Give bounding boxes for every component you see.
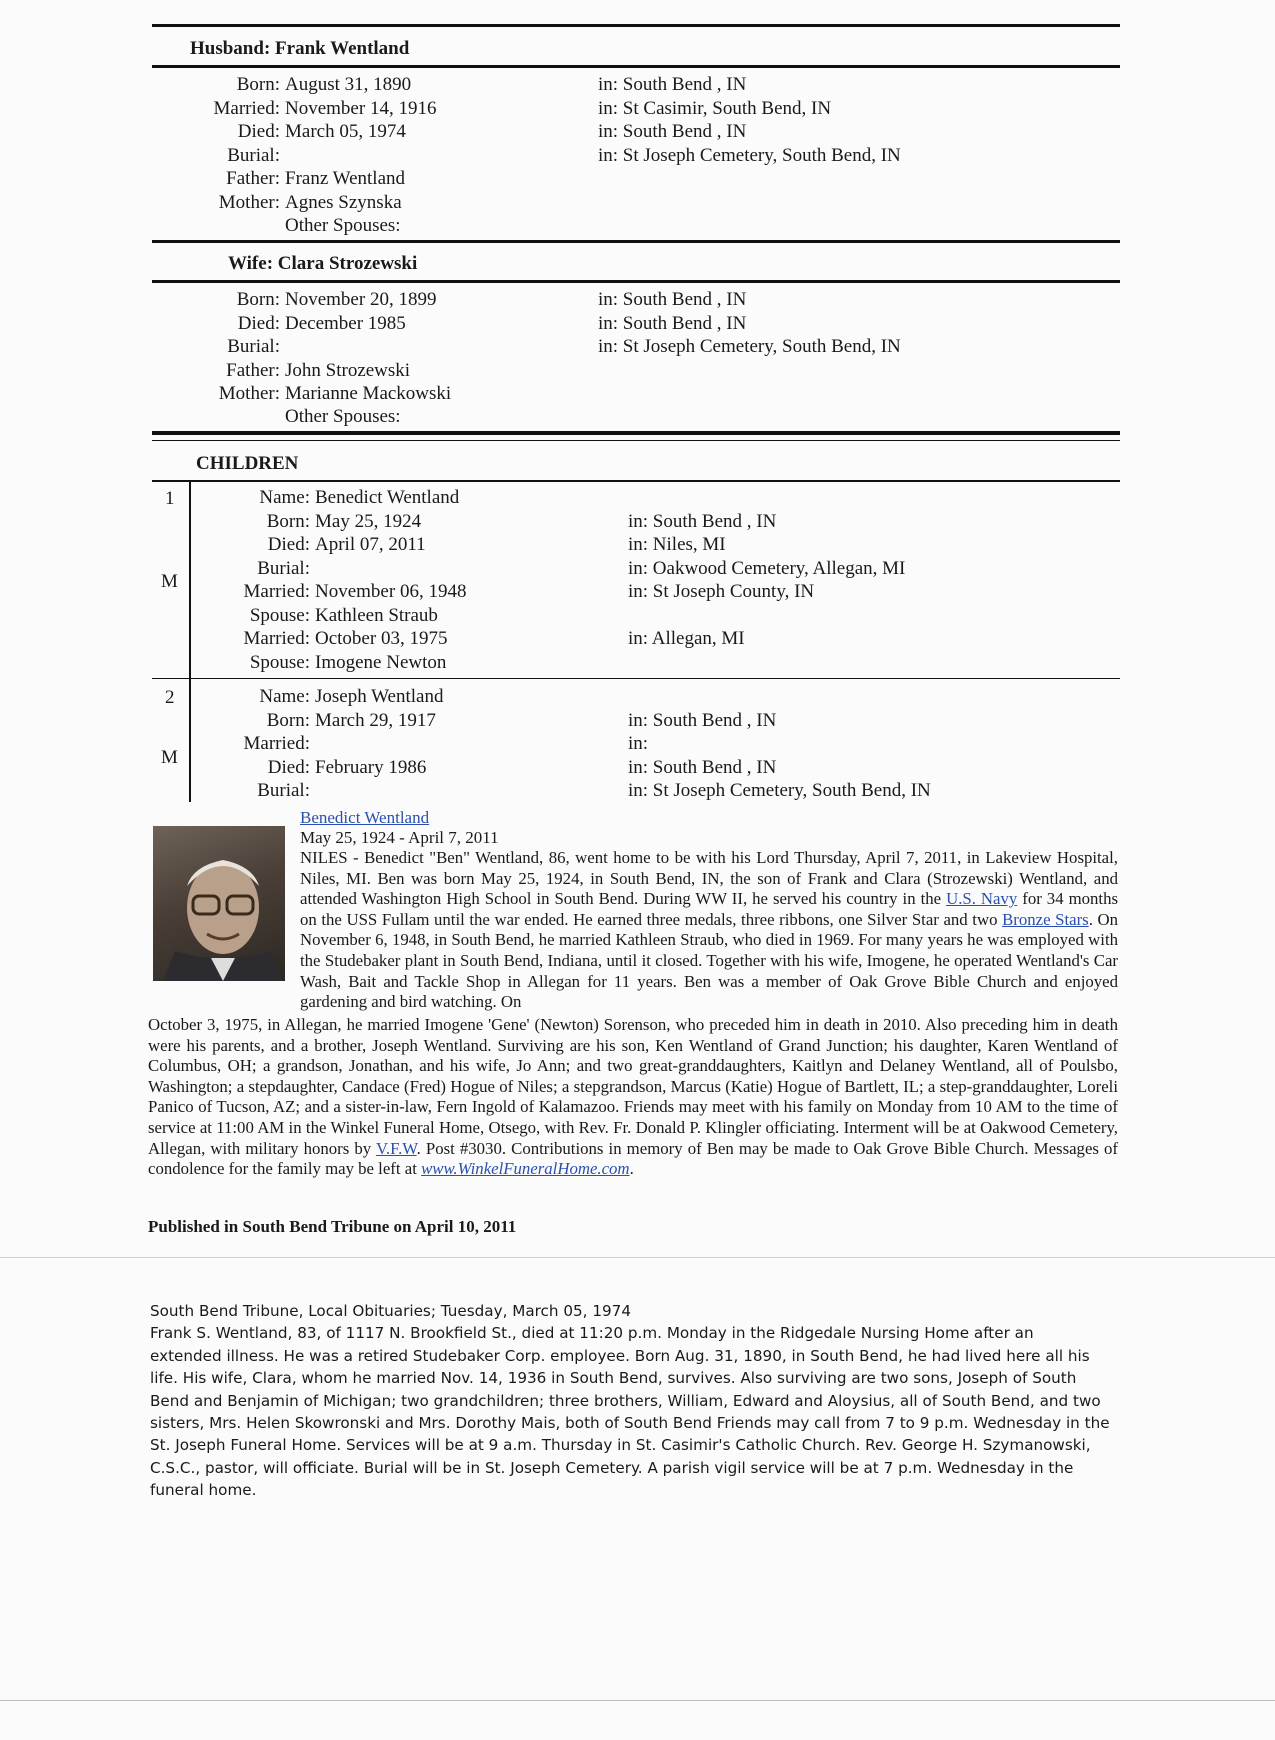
husband-bottom-rule bbox=[152, 240, 1120, 243]
fact-value: Marianne Mackowski bbox=[285, 383, 452, 404]
fact-value: December 1985 bbox=[285, 312, 406, 334]
fact-row bbox=[0, 288, 1275, 311]
fact-value: Imogene Newton bbox=[315, 651, 447, 673]
fact-row bbox=[0, 709, 1275, 732]
fact-value: Agnes Szynska bbox=[285, 191, 402, 213]
wife-heading-label: Wife: bbox=[228, 253, 274, 274]
fact-label: Burial: bbox=[227, 336, 280, 357]
fact-location: in: Niles, MI bbox=[628, 534, 726, 555]
obituary-text-2: for 34 months on the USS Fullam until the war ended. He earned three medals, three ribbons, one Silver Star and two bbox=[300, 889, 1118, 929]
fact-label: Mother: bbox=[218, 383, 280, 404]
fact-label: Father: bbox=[226, 168, 280, 189]
fact-label: Burial: bbox=[257, 780, 310, 801]
bottom-scan-edge bbox=[0, 1700, 1275, 1701]
top-rule bbox=[152, 24, 1120, 27]
fact-label: Born: bbox=[236, 74, 280, 95]
fact-row bbox=[0, 557, 1275, 580]
obituary-text-3: . On November 6, 1948, in South Bend, he married Kathleen Straub, who died in 1969. For many years he was employed with the Studebaker plant in South Bend, Indiana, until it closed. Together with his wife, Imogene, he operated Wentland's Car Wash, Bait and Tackle Shop in Allegan for 11 years. Ben was a member of Oak Grove Bible Church and enjoyed gardening and bird watching. On bbox=[300, 909, 1119, 1012]
fact-label: Name: bbox=[259, 487, 310, 508]
fact-location: in: St Joseph Cemetery, South Bend, IN bbox=[598, 144, 901, 166]
fact-label: Married: bbox=[243, 628, 310, 649]
fact-location: in: Allegan, MI bbox=[628, 628, 745, 649]
fact-location: in: South Bend , IN bbox=[598, 121, 747, 142]
child-1-number: 1 bbox=[165, 488, 175, 509]
fact-label: Died: bbox=[267, 534, 310, 555]
fact-value: March 05, 1974 bbox=[285, 121, 406, 142]
wife-name: Clara Strozewski bbox=[277, 253, 418, 274]
husband-heading-label: Husband: bbox=[190, 38, 271, 59]
fact-row bbox=[0, 120, 1275, 143]
fact-row bbox=[0, 685, 1275, 708]
fact-location: in: Oakwood Cemetery, Allegan, MI bbox=[628, 557, 906, 579]
fact-label: Spouse: bbox=[249, 604, 310, 626]
fact-location: in: South Bend , IN bbox=[628, 709, 777, 731]
fact-row bbox=[0, 627, 1275, 650]
fact-label: Married: bbox=[243, 733, 310, 754]
fact-location: in: St Casimir, South Bend, IN bbox=[598, 97, 832, 119]
fact-row bbox=[0, 486, 1275, 509]
fact-label: Died: bbox=[267, 756, 310, 778]
husband-heading bbox=[190, 38, 409, 60]
portrait-figure bbox=[153, 826, 285, 981]
obituary-published: Published in South Bend Tribune on April 10, 2011 bbox=[148, 1217, 517, 1236]
fact-value: October 03, 1975 bbox=[315, 628, 448, 649]
fact-value: November 06, 1948 bbox=[315, 581, 467, 602]
wife-other-spouses: Other Spouses: bbox=[285, 406, 401, 427]
husband-name: Frank Wentland bbox=[275, 38, 410, 59]
fact-row bbox=[0, 335, 1275, 358]
fact-label: Burial: bbox=[227, 144, 280, 166]
obituary-text-4: October 3, 1975, in Allegan, he married Imogene 'Gene' (Newton) Sorenson, who preceded him in death in 2010. Also preceding him in death were his parents, and a brother, Joseph Wentland. Surviving are his son, Ken Wentland of Grand Junction; his daughter, Karen Wentland of Columbus, OH; a grandson, Jonathan, and his wife, Jo Ann; and two great-granddaughters, Kaitlyn and Delaney Wentland, all of Poulsbo, Washington; a stepdaughter, Candace (Fred) Hogue of Niles; a stepgrandson, Marcus (Katie) Hogue of Bartlett, IL; a step-granddaughter, Loreli Panico of Tucson, AZ; and a sister-in-law, Fern Ingold of Kalamazoo. Friends may meet with his family on Monday from 10 AM to the time of service at 11:00 AM in the Winkel Funeral Home, Otsego, with Rev. Fr. Donald P. Klingler officiating. Interment will be at Oakwood Cemetery, Allegan, with military honors by bbox=[148, 1015, 1118, 1158]
fact-label: Died: bbox=[237, 312, 280, 334]
fact-row bbox=[0, 533, 1275, 556]
news-clipping bbox=[150, 1300, 1110, 1502]
fact-row bbox=[0, 604, 1275, 627]
fact-row bbox=[0, 651, 1275, 674]
fact-location: in: St Joseph Cemetery, South Bend, IN bbox=[598, 336, 901, 357]
fact-label: Father: bbox=[226, 359, 280, 381]
paste-edge bbox=[0, 1257, 1275, 1258]
fact-location: in: South Bend , IN bbox=[598, 312, 747, 334]
vfw-link[interactable]: V.F.W bbox=[375, 1138, 417, 1158]
obituary-body-top bbox=[300, 848, 1118, 1013]
fact-location: in: St Joseph County, IN bbox=[628, 581, 815, 602]
fact-value: March 29, 1917 bbox=[315, 709, 436, 731]
fact-row bbox=[0, 779, 1275, 802]
bronze-stars-link[interactable]: Bronze Stars bbox=[1002, 909, 1089, 929]
fact-row bbox=[0, 382, 1275, 405]
fact-location: in: bbox=[628, 733, 649, 754]
fact-row bbox=[0, 191, 1275, 214]
fact-label: Born: bbox=[266, 709, 310, 731]
obituary-text-6: . bbox=[629, 1159, 634, 1179]
us-navy-link[interactable]: U.S. Navy bbox=[946, 889, 1018, 909]
obituary-text-1: NILES - Benedict "Ben" Wentland, 86, went home to be with his Lord Thursday, April 7, 2011, in Lakeview Hospital, Niles, MI. Ben was born May 25, 1924, in South Bend, IN, the son of Frank and Clara (Strozewski) Wentland, and attended Washington High School in South Bend. During WW II, he served his country in the bbox=[300, 848, 1118, 909]
fact-label: Spouse: bbox=[249, 651, 310, 673]
fact-value: Kathleen Straub bbox=[315, 604, 438, 626]
obituary-body-bottom bbox=[148, 1015, 1118, 1180]
fact-value: August 31, 1890 bbox=[285, 74, 412, 95]
fact-value: November 14, 1916 bbox=[285, 97, 437, 119]
fact-row bbox=[0, 359, 1275, 382]
obituary-photo bbox=[153, 826, 285, 981]
fact-row bbox=[0, 97, 1275, 120]
fact-row bbox=[0, 510, 1275, 533]
fact-location: in: St Joseph Cemetery, South Bend, IN bbox=[628, 780, 931, 801]
news-title: South Bend Tribune, Local Obituaries; Tuesday, March 05, 1974 bbox=[150, 1302, 631, 1320]
fact-location: in: South Bend , IN bbox=[598, 74, 747, 95]
child-1-bottom-rule bbox=[152, 678, 1120, 679]
fact-label: Died: bbox=[237, 121, 280, 142]
news-body: Frank S. Wentland, 83, of 1117 N. Brookfield St., died at 11:20 p.m. Monday in the Ridgedale Nursing Home after an extended illness. He was a retired Studebaker Corp. employee. Born Aug. 31, 1890, in South Bend, he had lived here all his life. His wife, Clara, whom he married Nov. 14, 1936 in South Bend, survives. Also surviving are two sons, Joseph of South Bend and Benjamin of Michigan; two grandchildren; three brothers, William, Edward and Aloysius, all of South Bend, and two sisters, Mrs. Helen Skowronski and Mrs. Dorothy Mais, both of South Bend Friends may call from 7 to 9 p.m. Wednesday in the St. Joseph Funeral Home. Services will be at 9 a.m. Thursday in St. Casimir's Catholic Church. Rev. George H. Szymanowski, C.S.C., pastor, will officiate. Burial will be in St. Joseph Cemetery. A parish vigil service will be at 7 p.m. Wednesday in the funeral home. bbox=[150, 1324, 1110, 1500]
fact-value: April 07, 2011 bbox=[315, 534, 426, 555]
wife-bottom-rule-2 bbox=[152, 440, 1120, 441]
fact-row bbox=[0, 732, 1275, 755]
obituary-name-link[interactable]: Benedict Wentland bbox=[300, 808, 430, 827]
children-rule bbox=[152, 480, 1120, 482]
child-2-number: 2 bbox=[165, 687, 175, 708]
child-2-sex: M bbox=[161, 747, 178, 768]
fact-label: Mother: bbox=[218, 191, 280, 213]
fact-location: in: South Bend , IN bbox=[628, 756, 777, 778]
fact-value: Franz Wentland bbox=[285, 168, 406, 189]
winkel-funeral-home-link[interactable]: www.WinkelFuneralHome.com bbox=[421, 1159, 630, 1179]
fact-row bbox=[0, 167, 1275, 190]
obituary-dates: May 25, 1924 - April 7, 2011 bbox=[300, 828, 499, 847]
wife-rule bbox=[152, 280, 1120, 283]
fact-value: February 1986 bbox=[315, 756, 427, 778]
fact-value: Joseph Wentland bbox=[315, 686, 444, 707]
wife-heading bbox=[228, 253, 417, 275]
wife-bottom-rule bbox=[152, 431, 1120, 435]
fact-location: in: South Bend , IN bbox=[628, 510, 777, 532]
fact-row bbox=[0, 756, 1275, 779]
fact-row bbox=[0, 144, 1275, 167]
fact-row bbox=[0, 312, 1275, 335]
fact-row bbox=[0, 580, 1275, 603]
fact-value: May 25, 1924 bbox=[315, 510, 422, 532]
husband-rule bbox=[152, 65, 1120, 68]
fact-label: Married: bbox=[243, 581, 310, 602]
obituary-text-5: . Post #3030. Contributions in memory of Ben may be made to Oak Grove Bible Church. Messages of condolence for the family may be left at bbox=[148, 1138, 1118, 1179]
children-heading: CHILDREN bbox=[196, 453, 299, 474]
husband-other-spouses: Other Spouses: bbox=[285, 215, 401, 236]
fact-label: Burial: bbox=[257, 557, 310, 579]
fact-label: Name: bbox=[259, 686, 310, 707]
fact-label: Married: bbox=[213, 97, 280, 119]
fact-value: November 20, 1899 bbox=[285, 289, 437, 310]
fact-label: Born: bbox=[236, 289, 280, 310]
child-1-sex: M bbox=[161, 571, 178, 592]
fact-label: Born: bbox=[266, 510, 310, 532]
fact-row bbox=[0, 73, 1275, 96]
fact-location: in: South Bend , IN bbox=[598, 289, 747, 310]
fact-value: John Strozewski bbox=[285, 359, 411, 381]
fact-value: Benedict Wentland bbox=[315, 487, 460, 508]
